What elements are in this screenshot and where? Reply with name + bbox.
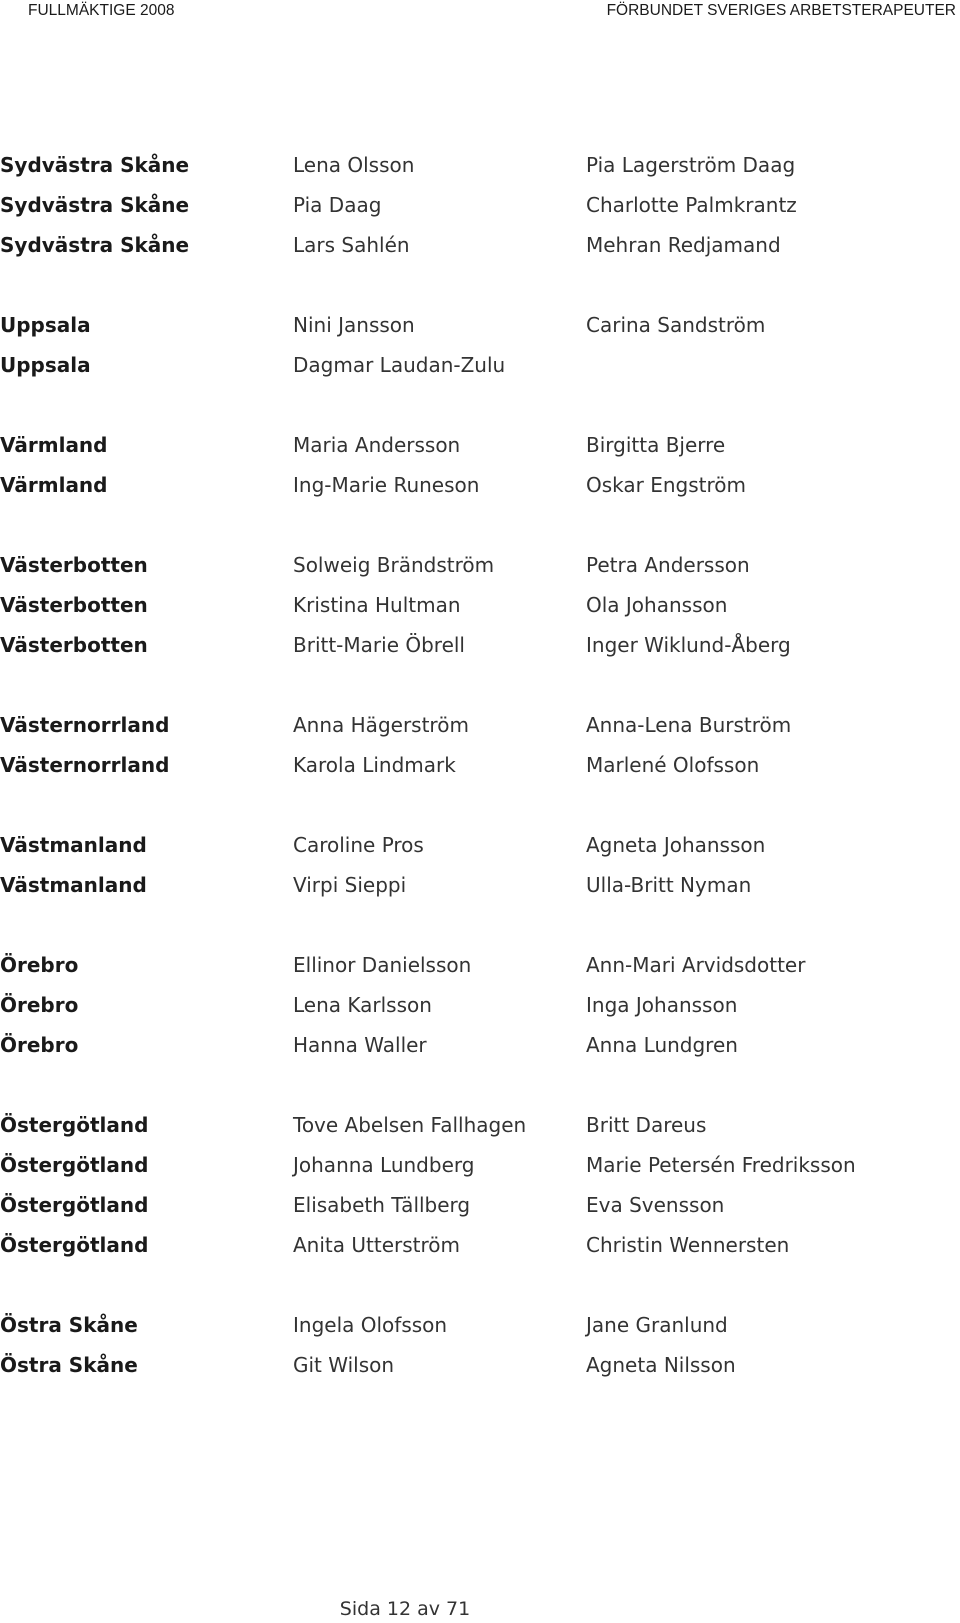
roster-row — [0, 1185, 960, 1225]
region-group — [0, 425, 960, 505]
substitute-name: Pia Lagerström Daag — [586, 153, 796, 177]
region-name: Östra Skåne — [0, 1313, 138, 1337]
roster-row — [0, 1105, 960, 1145]
region-group — [0, 1105, 960, 1265]
substitute-name: Marlené Olofsson — [586, 753, 760, 777]
delegate-name: Ingela Olofsson — [293, 1313, 448, 1337]
roster-row — [0, 585, 960, 625]
substitute-name: Marie Petersén Fredriksson — [586, 1153, 856, 1177]
delegate-roster — [0, 145, 960, 1425]
region-name: Sydvästra Skåne — [0, 233, 190, 257]
region-group — [0, 945, 960, 1065]
substitute-name: Charlotte Palmkrantz — [586, 193, 797, 217]
roster-row — [0, 305, 960, 345]
region-name: Värmland — [0, 433, 108, 457]
delegate-name: Johanna Lundberg — [293, 1153, 475, 1177]
substitute-name: Britt Dareus — [586, 1113, 707, 1137]
page-header — [0, 0, 960, 24]
region-name: Västernorrland — [0, 713, 170, 737]
substitute-name: Carina Sandström — [586, 313, 766, 337]
roster-row — [0, 345, 960, 385]
delegate-name: Dagmar Laudan-Zulu — [293, 353, 506, 377]
substitute-name: Petra Andersson — [586, 553, 750, 577]
delegate-name: Britt-Marie Öbrell — [293, 633, 465, 657]
region-name: Västerbotten — [0, 633, 148, 657]
delegate-name: Lena Karlsson — [293, 993, 432, 1017]
region-name: Östergötland — [0, 1113, 149, 1137]
region-name: Örebro — [0, 953, 79, 977]
region-name: Västerbotten — [0, 553, 148, 577]
substitute-name: Anna-Lena Burström — [586, 713, 792, 737]
substitute-name: Ola Johansson — [586, 593, 728, 617]
substitute-name: Eva Svensson — [586, 1193, 725, 1217]
region-name: Östergötland — [0, 1193, 149, 1217]
region-name: Västmanland — [0, 833, 147, 857]
roster-row — [0, 1305, 960, 1345]
region-group — [0, 305, 960, 385]
delegate-name: Lars Sahlén — [293, 233, 410, 257]
region-name: Örebro — [0, 1033, 79, 1057]
roster-row — [0, 745, 960, 785]
roster-row — [0, 425, 960, 465]
region-name: Uppsala — [0, 313, 91, 337]
roster-row — [0, 1345, 960, 1385]
roster-row — [0, 465, 960, 505]
region-group — [0, 1305, 960, 1385]
roster-row — [0, 705, 960, 745]
substitute-name: Ulla-Britt Nyman — [586, 873, 752, 897]
roster-row — [0, 1145, 960, 1185]
delegate-name: Hanna Waller — [293, 1033, 427, 1057]
region-name: Sydvästra Skåne — [0, 153, 190, 177]
substitute-name: Inga Johansson — [586, 993, 738, 1017]
roster-row — [0, 1025, 960, 1065]
delegate-name: Ing-Marie Runeson — [293, 473, 480, 497]
delegate-name: Lena Olsson — [293, 153, 415, 177]
delegate-name: Solweig Brändström — [293, 553, 495, 577]
roster-row — [0, 625, 960, 665]
delegate-name: Nini Jansson — [293, 313, 415, 337]
delegate-name: Git Wilson — [293, 1353, 395, 1377]
region-group — [0, 705, 960, 785]
delegate-name: Maria Andersson — [293, 433, 461, 457]
substitute-name: Agneta Nilsson — [586, 1353, 736, 1377]
region-name: Sydvästra Skåne — [0, 193, 190, 217]
header-right-text: FÖRBUNDET SVERIGES ARBETSTERAPEUTER — [606, 2, 956, 19]
region-group — [0, 825, 960, 905]
substitute-name: Jane Granlund — [586, 1313, 728, 1337]
roster-row — [0, 825, 960, 865]
region-name: Örebro — [0, 993, 79, 1017]
region-name: Västmanland — [0, 873, 147, 897]
delegate-name: Karola Lindmark — [293, 753, 456, 777]
substitute-name: Anna Lundgren — [586, 1033, 738, 1057]
roster-row — [0, 945, 960, 985]
substitute-name: Agneta Johansson — [586, 833, 766, 857]
region-name: Uppsala — [0, 353, 91, 377]
delegate-name: Caroline Pros — [293, 833, 424, 857]
substitute-name: Oskar Engström — [586, 473, 746, 497]
delegate-name: Anna Hägerström — [293, 713, 469, 737]
delegate-name: Ellinor Danielsson — [293, 953, 472, 977]
region-group — [0, 545, 960, 665]
delegate-name: Kristina Hultman — [293, 593, 461, 617]
substitute-name: Mehran Redjamand — [586, 233, 781, 257]
substitute-name: Inger Wiklund-Åberg — [586, 633, 791, 657]
region-group — [0, 145, 960, 265]
delegate-name: Virpi Sieppi — [293, 873, 407, 897]
region-name: Västerbotten — [0, 593, 148, 617]
region-name: Östergötland — [0, 1233, 149, 1257]
page-number: Sida 12 av 71 — [339, 1598, 471, 1620]
delegate-name: Pia Daag — [293, 193, 382, 217]
region-name: Västernorrland — [0, 753, 170, 777]
delegate-name: Elisabeth Tällberg — [293, 1193, 471, 1217]
roster-row — [0, 1225, 960, 1265]
roster-row — [0, 545, 960, 585]
region-name: Östra Skåne — [0, 1353, 138, 1377]
header-left-text: FULLMÄKTIGE 2008 — [28, 2, 175, 19]
roster-row — [0, 225, 960, 265]
region-name: Värmland — [0, 473, 108, 497]
delegate-name: Tove Abelsen Fallhagen — [293, 1113, 527, 1137]
substitute-name: Birgitta Bjerre — [586, 433, 726, 457]
region-name: Östergötland — [0, 1153, 149, 1177]
substitute-name: Christin Wennersten — [586, 1233, 790, 1257]
delegate-name: Anita Utterström — [293, 1233, 460, 1257]
roster-row — [0, 145, 960, 185]
roster-row — [0, 865, 960, 905]
roster-row — [0, 185, 960, 225]
substitute-name: Ann-Mari Arvidsdotter — [586, 953, 806, 977]
roster-row — [0, 985, 960, 1025]
